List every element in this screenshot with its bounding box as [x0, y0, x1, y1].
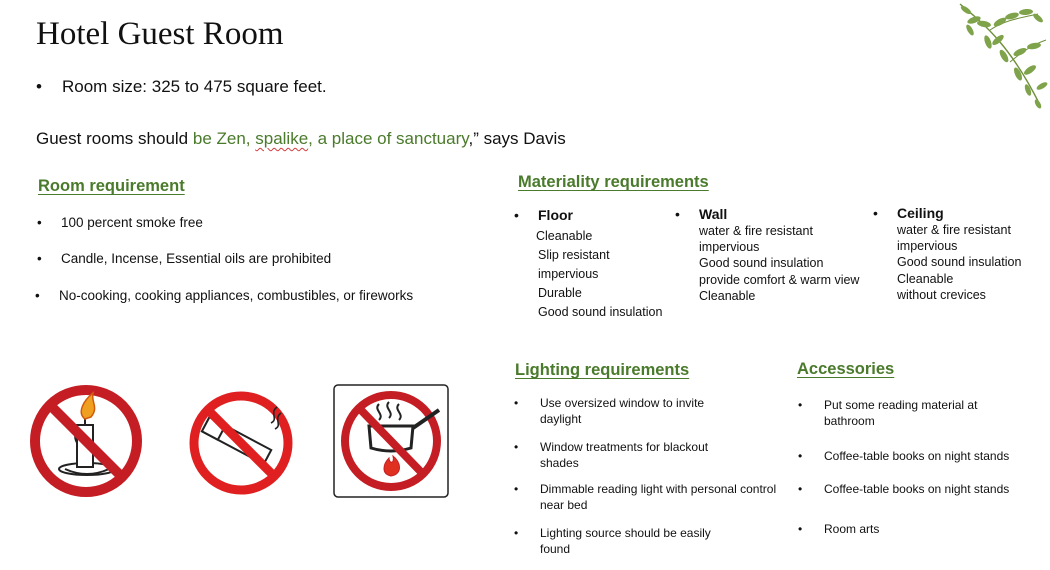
room-requirement-item	[37, 251, 331, 266]
room-requirement-text: No-cooking, cooking appliances, combustibles, or fireworks	[59, 288, 414, 303]
lighting-item	[514, 395, 794, 427]
accessories-item-text: Coffee-table books on night stands	[824, 449, 1010, 463]
bullet: •	[873, 205, 878, 221]
lighting-item-text: Dimmable reading light with personal control near bed	[540, 482, 777, 512]
no-candle-icon	[27, 383, 145, 499]
materiality-item: Cleanable	[897, 271, 954, 286]
materiality-column-wall	[675, 206, 859, 304]
accessories-heading: Accessories	[797, 360, 895, 378]
accessories-item	[798, 481, 1038, 497]
bullet: •	[514, 207, 519, 223]
quote-prefix: Guest rooms should	[36, 129, 193, 148]
bullet: •	[798, 449, 803, 463]
materiality-item: Cleanable	[699, 288, 756, 303]
lighting-item-text: Lighting source should be easily found	[540, 526, 711, 556]
lighting-item-text: Use oversized window to invite daylight	[540, 396, 705, 426]
column-name: Ceiling	[897, 205, 944, 221]
materiality-item: impervious	[699, 240, 760, 255]
column-name: Wall	[699, 206, 728, 222]
page-title: Hotel Guest Room	[36, 16, 284, 52]
bullet: •	[36, 77, 42, 96]
materiality-column-head	[514, 207, 662, 223]
quote-green-2: , a place of sanctuary	[308, 129, 469, 148]
bullet: •	[37, 215, 42, 230]
accessories-item-text: Coffee-table books on night stands	[824, 482, 1010, 496]
bullet: •	[35, 288, 40, 303]
materiality-item: Durable	[538, 286, 582, 300]
lighting-item	[514, 525, 794, 557]
lighting-heading: Lighting requirements	[515, 361, 690, 379]
bullet: •	[798, 398, 803, 412]
room-size-bullet	[36, 77, 327, 97]
materiality-heading: Materiality requirements	[518, 173, 709, 191]
materiality-item: without crevices	[897, 287, 986, 302]
lighting-item	[514, 439, 794, 471]
accessories-item-text: Put some reading material at bathroom	[824, 398, 978, 428]
bullet: •	[37, 251, 42, 266]
room-requirement-text: 100 percent smoke free	[61, 215, 203, 230]
accessories-item	[798, 521, 1038, 537]
materiality-item: Cleanable	[536, 229, 593, 243]
materiality-item: water & fire resistant	[699, 224, 813, 238]
leaf-branch-icon	[950, 0, 1050, 117]
materiality-column-ceiling	[873, 205, 1021, 303]
bullet: •	[514, 396, 519, 410]
materiality-item: impervious	[538, 267, 599, 281]
room-size-text: Room size: 325 to 475 square feet.	[62, 77, 327, 96]
materiality-column-head	[873, 205, 1021, 221]
bullet: •	[798, 522, 803, 536]
materiality-item: water & fire resistant	[897, 223, 1011, 237]
materiality-column-floor	[514, 207, 662, 322]
materiality-item: impervious	[897, 239, 958, 254]
lighting-item-text: Window treatments for blackout shades	[540, 440, 709, 470]
room-requirement-item	[37, 215, 203, 230]
quote-green-1: be Zen,	[192, 129, 256, 148]
materiality-item: Good sound insulation	[897, 255, 1022, 270]
materiality-item: provide comfort & warm view	[699, 272, 860, 287]
column-name: Floor	[538, 207, 573, 223]
room-requirement-item	[35, 288, 413, 303]
no-cooking-icon	[333, 384, 449, 498]
accessories-item	[798, 448, 1038, 464]
bullet: •	[798, 482, 803, 496]
quote-line	[36, 129, 566, 149]
bullet: •	[514, 440, 519, 454]
accessories-item	[798, 397, 1038, 429]
bullet: •	[514, 482, 519, 496]
quote-suffix: ,” says Davis	[468, 129, 566, 148]
room-requirement-heading: Room requirement	[38, 177, 185, 195]
materiality-column-head	[675, 206, 859, 222]
accessories-item-text: Room arts	[824, 522, 880, 536]
bullet: •	[514, 526, 519, 540]
bullet: •	[675, 206, 680, 222]
no-smoking-icon	[187, 389, 295, 497]
quote-spellcheck-word: spalike	[255, 129, 309, 148]
lighting-item	[514, 481, 794, 513]
materiality-item: Good sound insulation	[699, 256, 824, 271]
room-requirement-text: Candle, Incense, Essential oils are prohibited	[61, 251, 332, 266]
materiality-item: Slip resistant	[538, 248, 610, 262]
materiality-item: Good sound insulation	[538, 305, 663, 319]
